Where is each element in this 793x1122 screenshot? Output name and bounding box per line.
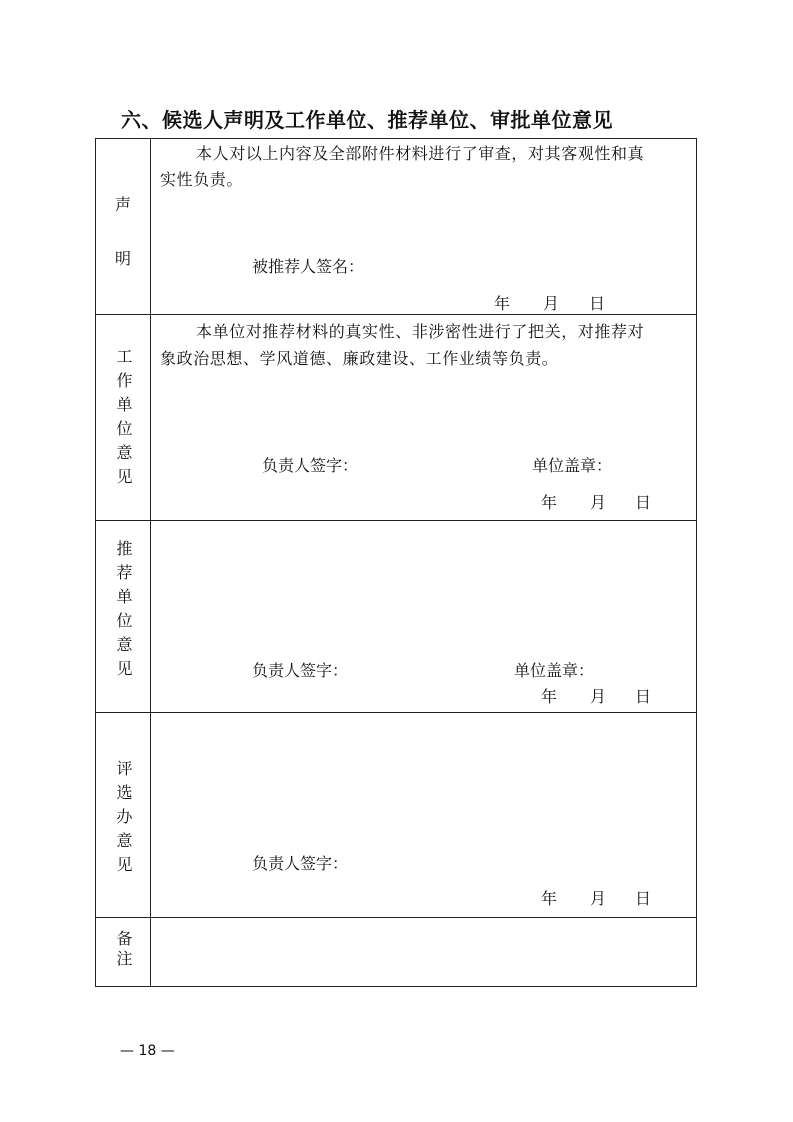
work-unit-label: 工作单位意见 <box>114 348 133 492</box>
work-unit-body-line-1: 本单位对推荐材料的真实性、非涉密性进行了把关，对推荐对 <box>196 322 645 341</box>
page-number: — 18 — <box>120 1043 175 1059</box>
date-day: 日 <box>589 294 606 313</box>
date-day: 日 <box>635 493 652 512</box>
recommending-unit-signature-label: 负责人签字： <box>252 661 349 680</box>
row-divider <box>95 917 697 918</box>
date-year: 年 <box>494 294 511 313</box>
remarks-field[interactable] <box>152 919 695 985</box>
candidate-signature-label: 被推荐人签名： <box>252 257 365 276</box>
work-unit-seal-label: 单位盖章： <box>532 456 613 475</box>
remarks-label: 备注 <box>114 930 133 970</box>
table-border-right <box>696 138 697 987</box>
declaration-label-char-1: 声 <box>114 195 131 214</box>
recommending-unit-seal-label: 单位盖章： <box>514 661 595 680</box>
date-month: 月 <box>590 493 607 512</box>
row-divider <box>95 314 697 315</box>
declaration-body-line-2: 实性负责。 <box>160 170 244 189</box>
row-divider <box>95 712 697 713</box>
table-border-top <box>95 138 697 139</box>
date-month: 月 <box>590 889 607 908</box>
table-border-left <box>95 138 96 987</box>
selection-office-label: 评选办意见 <box>114 760 133 880</box>
work-unit-signature-label: 负责人签字： <box>262 456 359 475</box>
section-heading: 六、候选人声明及工作单位、推荐单位、审批单位意见 <box>121 108 613 132</box>
declaration-body-line-1: 本人对以上内容及全部附件材料进行了审查，对其客观性和真 <box>196 144 645 163</box>
row-divider <box>95 520 697 521</box>
table-border-bottom <box>95 986 697 987</box>
declaration-label-char-2: 明 <box>114 249 131 268</box>
date-month: 月 <box>543 294 560 313</box>
date-year: 年 <box>541 889 558 908</box>
work-unit-body-line-2: 象政治思想、学风道德、廉政建设、工作业绩等负责。 <box>160 349 559 368</box>
date-month: 月 <box>590 687 607 706</box>
selection-office-signature-label: 负责人签字： <box>252 854 349 873</box>
column-divider <box>150 138 151 987</box>
date-year: 年 <box>541 687 558 706</box>
recommending-unit-label: 推荐单位意见 <box>114 540 133 684</box>
date-day: 日 <box>635 889 652 908</box>
date-day: 日 <box>635 687 652 706</box>
date-year: 年 <box>541 493 558 512</box>
